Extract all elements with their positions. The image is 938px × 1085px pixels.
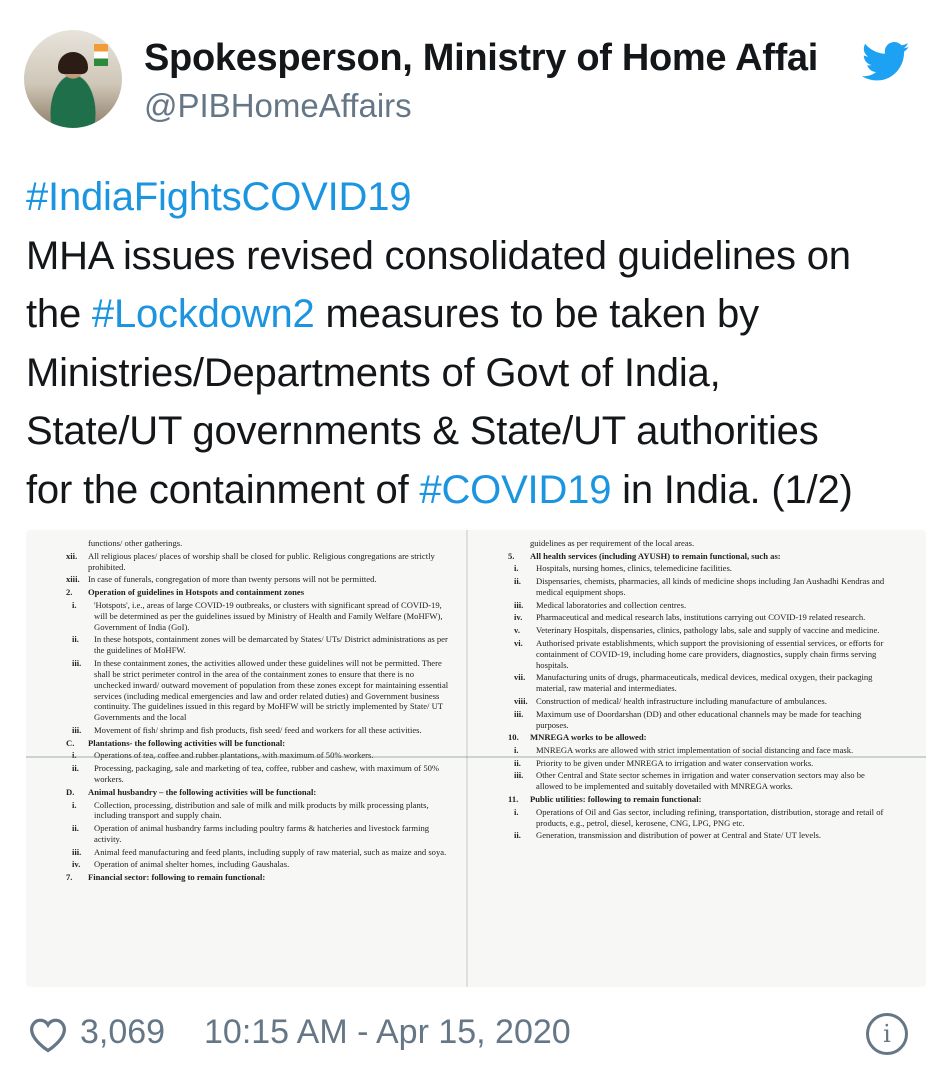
tweet-fragment: the — [26, 292, 92, 336]
tweet-header — [0, 0, 938, 150]
document-item-text: MNREGA works to be allowed: — [530, 732, 647, 743]
document-left-column — [66, 538, 452, 885]
document-item — [66, 787, 452, 798]
hashtag-link[interactable]: #IndiaFightsCOVID19 — [26, 175, 412, 219]
hashtag-link[interactable]: #COVID19 — [419, 467, 612, 512]
flag-graphic — [94, 44, 108, 66]
document-item — [508, 538, 888, 549]
document-item-number: 10. — [508, 732, 519, 743]
document-item-number: 2. — [66, 587, 73, 598]
document-item — [508, 625, 888, 636]
document-item-text: Processing, packaging, sale and marketing of tea, coffee, rubber and cashew, with maximum of 50% workers. — [94, 763, 440, 785]
document-item-text: Collection, processing, distribution and sale of milk and milk products by milk processing plants, including transport and supply chain. — [94, 799, 429, 821]
document-item-number: iii. — [514, 770, 524, 781]
document-item-number: 5. — [508, 550, 515, 561]
document-item — [66, 551, 452, 573]
document-item — [66, 600, 452, 633]
document-item — [508, 672, 888, 694]
tweet-line: Ministries/Departments of Govt of India, — [26, 350, 721, 395]
document-item-number: i. — [514, 563, 519, 574]
document-item-text: In these hotspots, containment zones will be demarcated by States/ UTs/ District administrations as per the guidelines of MoHFW. — [94, 634, 448, 656]
document-item-text: Animal feed manufacturing and feed plants, including supply of raw material, such as maize and soya. — [94, 846, 447, 857]
document-item-text: guidelines as per requirement of the local areas. — [530, 538, 695, 548]
info-icon[interactable]: i — [866, 1013, 908, 1055]
document-item — [508, 770, 888, 792]
document-item-text: Operations of Oil and Gas sector, including refining, transportation, distribution, storage and retail of products, e.g., petrol, diesel, kerosene, CNG, LPG, PNG etc. — [536, 806, 884, 828]
document-item — [66, 859, 452, 870]
document-item-number — [66, 538, 88, 549]
document-item-number: viii. — [514, 695, 528, 706]
document-item-text: Veterinary Hospitals, dispensaries, clinics, pathology labs, sale and supply of vaccine and medicine. — [536, 625, 880, 636]
document-item-number: xii. — [66, 550, 78, 561]
document-item-text: Operations of tea, coffee and rubber plantations, with maximum of 50% workers. — [94, 750, 374, 761]
page-fold — [26, 756, 926, 758]
document-item — [66, 587, 452, 598]
document-item-number: i. — [72, 799, 77, 810]
document-item-text: Authorised private establishments, which support the provisioning of essential services, or efforts for containment of COVID-19, including home care providers, diagnostics, supply chain firms serving hospitals. — [536, 637, 884, 670]
document-item — [66, 872, 452, 883]
document-item — [508, 745, 888, 756]
document-item — [508, 612, 888, 623]
document-item-text: Operation of animal shelter homes, including Gaushalas. — [94, 859, 290, 870]
avatar[interactable] — [24, 30, 122, 128]
document-item-text: All health services (including AYUSH) to remain functional, such as: — [530, 550, 781, 561]
document-item-number: iii. — [514, 708, 524, 719]
document-item-text: Pharmaceutical and medical research labs, institutions carrying out COVID-19 related research. — [536, 612, 866, 623]
document-item-text: Priority to be given under MNREGA to irrigation and water conservation works. — [536, 757, 814, 768]
document-item — [508, 830, 888, 841]
document-item-text: Movement of fish/ shrimp and fish products, fish seed/ feed and workers for all these activities. — [94, 725, 422, 736]
document-item — [66, 538, 452, 549]
like-count[interactable]: 3,069 — [80, 1013, 166, 1051]
document-item-text: functions/ other gatherings. — [88, 538, 183, 548]
document-item-text: Manufacturing units of drugs, pharmaceuticals, medical devices, medical oxygen, their packaging material, raw material and intermediates. — [536, 672, 873, 694]
document-item-number: v. — [514, 625, 520, 636]
document-item-text: Animal husbandry – the following activities will be functional: — [88, 786, 317, 797]
document-item-text: Other Central and State sector schemes in irrigation and water conservation sectors may also be allowed to be implemented and suitably dovetailed with MNREGA works. — [536, 770, 865, 792]
hashtag-link[interactable]: #Lockdown2 — [91, 292, 315, 336]
document-item — [508, 794, 888, 805]
document-item — [508, 638, 888, 671]
document-item-number: D. — [66, 786, 75, 797]
tweet-fragment: in India. (1/2) — [611, 467, 853, 512]
document-item — [66, 800, 452, 822]
document-item-number: iii. — [72, 846, 82, 857]
tweet-footer — [0, 1005, 938, 1065]
document-item-text: In case of funerals, congregation of more than twenty persons will not be permitted. — [88, 574, 377, 585]
document-item-number: i. — [514, 744, 519, 755]
document-item — [508, 696, 888, 707]
document-item — [508, 576, 888, 598]
document-item — [66, 823, 452, 845]
avatar-figure — [58, 52, 88, 74]
document-item-text: Hospitals, nursing homes, clinics, telemedicine facilities. — [536, 563, 732, 574]
document-item-number — [508, 538, 530, 549]
document-item — [66, 658, 452, 723]
document-item-number: 11. — [508, 793, 519, 804]
document-item — [66, 574, 452, 585]
document-item-text: Maximum use of Doordarshan (DD) and other educational channels may be made for teaching purposes. — [536, 708, 862, 730]
document-item — [508, 758, 888, 769]
tweet-fragment: measures to be taken by — [314, 292, 759, 336]
document-right-column — [508, 538, 888, 843]
document-item-number: ii. — [72, 763, 79, 774]
tweet-line: MHA issues revised consolidated guidelines on — [26, 233, 851, 278]
document-item — [66, 725, 452, 736]
document-item-text: Generation, transmission and distribution of power at Central and State/ UT levels. — [536, 830, 822, 841]
document-item-text: Financial sector: following to remain functional: — [88, 872, 266, 883]
document-item-number: vii. — [514, 672, 526, 683]
document-item — [508, 807, 888, 829]
document-item-text: Operation of animal husbandry farms including poultry farms & hatcheries and livestock farming activity. — [94, 823, 430, 845]
document-item — [66, 738, 452, 749]
tweet-text — [26, 168, 926, 519]
document-item-text: Operation of guidelines in Hotspots and containment zones — [88, 587, 305, 598]
document-item-text: In these containment zones, the activities allowed under these guidelines will not be permitted. There shall be strict perimeter control in the area of the containment zones to ensure that there is no unchecked inward/ outward movement of population from these zones except for maintaining essential services (including medical emergencies and law and order related duties) and Government business continuity. The guidelines issued in this regard by MoHFW will be strictly implemented by State/ UT Governments and the local — [94, 657, 449, 723]
document-item-number: iii. — [72, 657, 82, 668]
document-item-number: ii. — [72, 634, 79, 645]
document-item — [508, 551, 888, 562]
document-item-number: ii. — [514, 576, 521, 587]
tweet-timestamp[interactable]: 10:15 AM - Apr 15, 2020 — [204, 1013, 571, 1051]
document-item — [66, 763, 452, 785]
page-gutter — [466, 530, 468, 987]
document-item — [508, 732, 888, 743]
document-item — [508, 563, 888, 574]
document-item-number: i. — [514, 806, 519, 817]
document-item-text: 'Hotspots', i.e., areas of large COVID-19 outbreaks, or clusters with significant spread of COVID-19, will be determined as per the guidelines issued by Ministry of Health and Family Welfare (MoHFW), Government of India (GoI). — [94, 599, 443, 632]
document-item-text: Construction of medical/ health infrastructure including manufacture of ambulances. — [536, 695, 827, 706]
document-item-number: xiii. — [66, 574, 80, 585]
document-item — [508, 600, 888, 611]
document-item-number: C. — [66, 737, 75, 748]
display-name[interactable]: Spokesperson, Ministry of Home Affai — [144, 37, 819, 79]
document-item-number: iv. — [72, 859, 81, 870]
document-item — [508, 709, 888, 731]
document-item-text: MNREGA works are allowed with strict implementation of social distancing and face mask. — [536, 744, 854, 755]
document-item-number: iii. — [514, 599, 524, 610]
document-item-number: ii. — [514, 830, 521, 841]
document-item-number: iii. — [72, 725, 82, 736]
document-item-text: Public utilities: following to remain functional: — [530, 793, 702, 804]
user-handle[interactable]: @PIBHomeAffairs — [144, 87, 412, 124]
document-item-number: ii. — [514, 757, 521, 768]
tweet-line: State/UT governments & State/UT authorities — [26, 409, 819, 453]
document-item-number: i. — [72, 599, 77, 610]
document-item-text: Dispensaries, chemists, pharmacies, all kinds of medicine shops including Jan Aushadhi Kendras and medical equipment shops. — [536, 576, 885, 598]
document-item-number: 7. — [66, 872, 73, 883]
document-item-text: All religious places/ places of worship shall be closed for public. Religious congregations are strictly prohibited. — [88, 550, 435, 572]
attached-document-image[interactable] — [26, 530, 926, 987]
tweet-fragment: for the containment of — [26, 467, 420, 512]
document-item-number: vi. — [514, 637, 523, 648]
document-item-number: ii. — [72, 823, 79, 834]
heart-icon[interactable] — [28, 1017, 68, 1053]
document-item-text: Medical laboratories and collection centres. — [536, 599, 687, 610]
document-item — [66, 847, 452, 858]
twitter-bird-icon[interactable] — [862, 42, 910, 82]
document-item-text: Plantations- the following activities will be functional: — [88, 737, 286, 748]
document-item — [66, 634, 452, 656]
document-item-number: iv. — [514, 612, 523, 623]
document-item-number: i. — [72, 750, 77, 761]
